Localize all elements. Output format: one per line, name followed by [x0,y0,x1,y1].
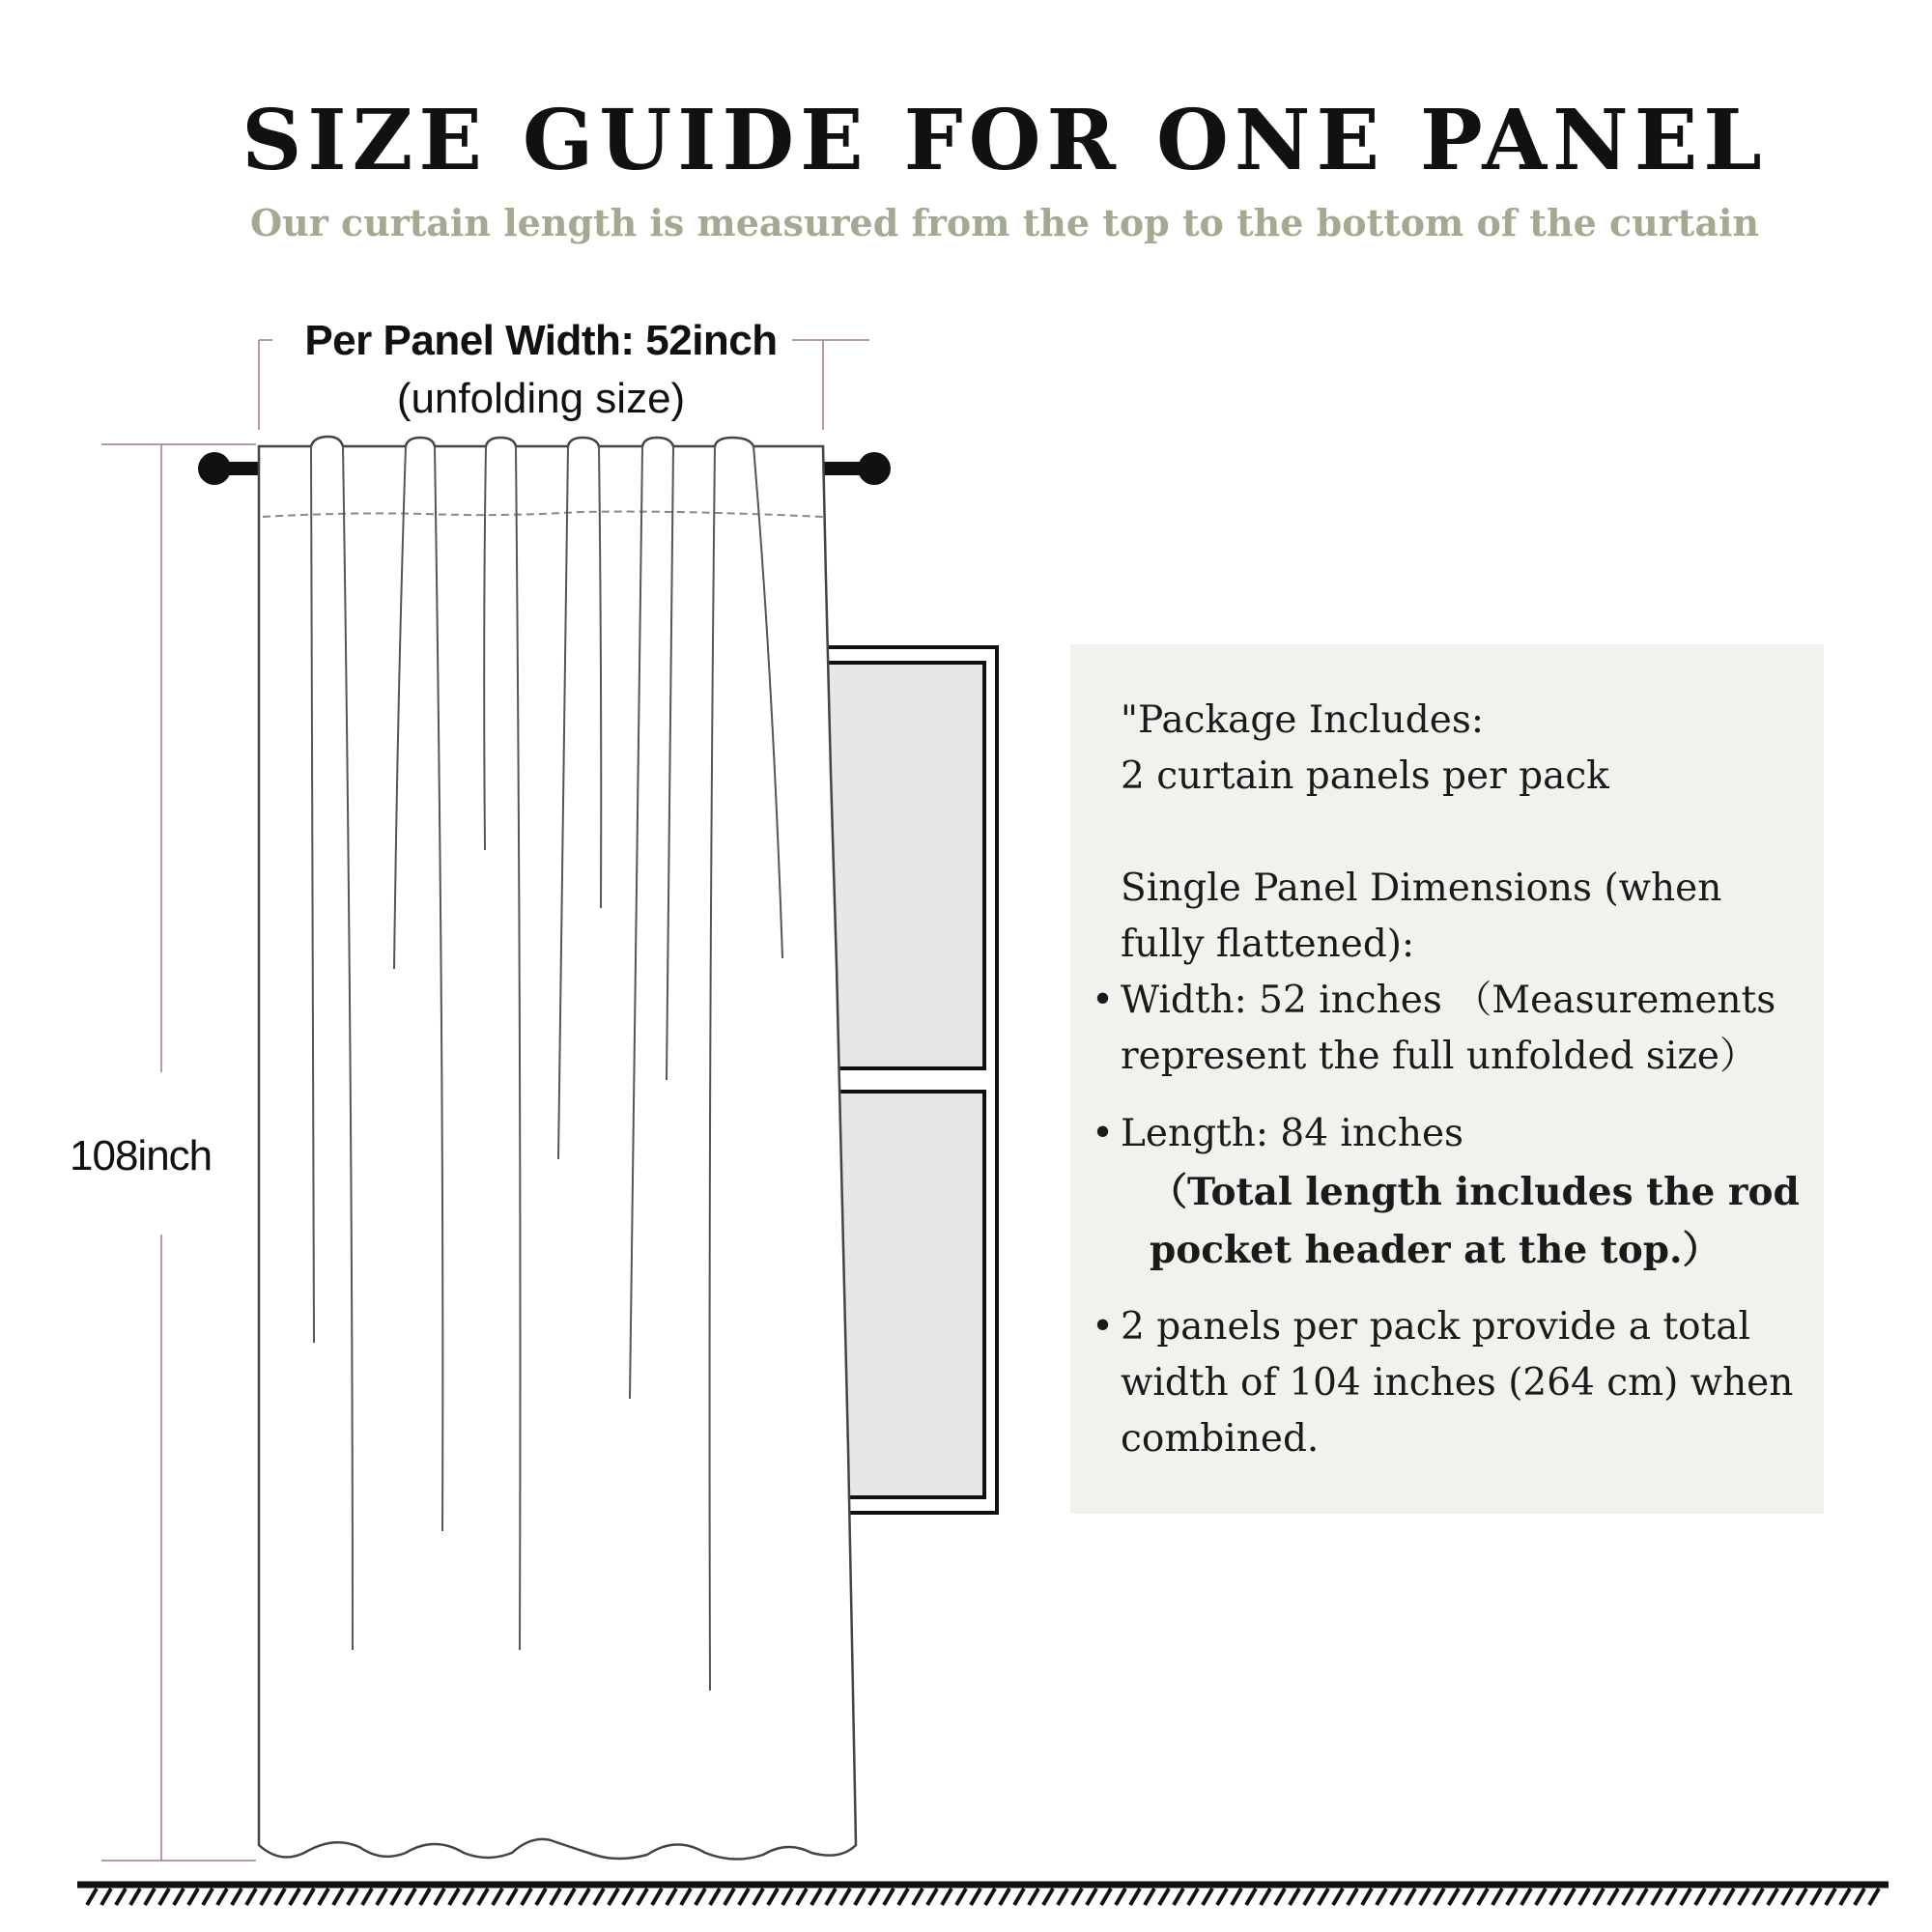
floor-hatch-mark [652,1889,662,1905]
floor-hatch-mark [159,1889,169,1905]
curtain-panel [259,437,856,1860]
floor-hatch-mark [1145,1889,1154,1905]
floor-hatch-mark [1435,1889,1444,1905]
floor-hatch-mark [1840,1889,1850,1905]
floor-hatch-mark [188,1889,198,1905]
floor-hatch-mark [1275,1889,1285,1905]
floor-hatch-mark [1362,1889,1372,1905]
floor-hatch-mark [898,1889,908,1905]
package-line: 2 curtain panels per pack [1121,754,1609,798]
floor-hatch-mark [1000,1889,1009,1905]
floor-hatch-mark [826,1889,836,1905]
floor-hatch-mark [551,1889,560,1905]
floor-hatch-mark [1290,1889,1299,1905]
floor-hatch-mark [1550,1889,1560,1905]
floor-hatch-mark [1304,1889,1314,1905]
bullet-dot: • [1092,1305,1115,1349]
floor-hatch-mark [985,1889,995,1905]
floor-hatch-mark [1014,1889,1024,1905]
floor-hatch-mark [1348,1889,1357,1905]
floor-hatch-mark [145,1889,155,1905]
floor-hatch-mark [420,1889,430,1905]
floor-hatch-mark [869,1889,879,1905]
width-label: Per Panel Width: 52inch [304,317,778,364]
floor-hatch-mark [1826,1889,1835,1905]
dimensions-heading-cont: fully flattened): [1121,923,1415,966]
floor-hatch-mark [1087,1889,1096,1905]
floor-hatch-mark [507,1889,517,1905]
bullet-total [1092,1299,1816,1467]
floor-hatch-mark [1507,1889,1517,1905]
floor-hatch-mark [203,1889,213,1905]
floor-hatch-mark [667,1889,676,1905]
floor-hatch-mark [1478,1889,1488,1905]
bullet-length-line1: Length: 84 inches [1121,1112,1464,1155]
floor-hatch-mark [609,1889,618,1905]
bullet-width [1092,973,1816,1085]
floor-hatch-mark [1739,1889,1748,1905]
floor-hatch-mark [1768,1889,1777,1905]
dimensions-heading: Single Panel Dimensions (when [1121,867,1722,910]
floor-hatch-mark [1855,1889,1864,1905]
floor-hatch-mark [1608,1889,1618,1905]
floor-hatch-mark [391,1889,401,1905]
floor-hatch-mark [855,1889,865,1905]
floor-hatch-mark [782,1889,792,1905]
floor-hatch-mark [1420,1889,1430,1905]
floor-hatch-mark [1565,1889,1575,1905]
floor-hatch-mark [1319,1889,1328,1905]
floor-hatch-mark [1521,1889,1531,1905]
floor-hatch-mark [435,1889,444,1905]
floor-line [77,1885,1889,1905]
floor-hatch-mark [1710,1889,1719,1905]
floor-hatch-mark [768,1889,778,1905]
floor-hatch-mark [1536,1889,1546,1905]
floor-hatch-mark [884,1889,894,1905]
floor-hatch-mark [942,1889,952,1905]
floor-hatch-mark [956,1889,966,1905]
floor-hatch-mark [811,1889,821,1905]
floor-hatch-mark [1753,1889,1763,1905]
floor-hatch-mark [1217,1889,1227,1905]
floor-hatch-mark [174,1889,184,1905]
floor-hatch-mark [261,1889,270,1905]
floor-hatch-mark [739,1889,749,1905]
floor-hatch-mark [101,1889,111,1905]
floor-hatch-mark [913,1889,923,1905]
floor-hatch-mark [1681,1889,1690,1905]
floor-hatch-mark [1377,1889,1386,1905]
package-heading: "Package Includes: [1121,698,1485,742]
floor-hatch-mark [1406,1889,1415,1905]
floor-hatch-mark [1391,1889,1401,1905]
floor-hatch-mark [1159,1889,1169,1905]
bullet-length-note1: （Total length includes the rod [1150,1170,1800,1214]
floor-hatch-mark [1652,1889,1662,1905]
floor-hatch-mark [1594,1889,1604,1905]
page-subtitle: Our curtain length is measured from the top to the bottom of the curtain [249,201,1760,244]
floor-hatch-mark [681,1889,691,1905]
floor-hatch-mark [304,1889,314,1905]
floor-hatch-mark [217,1889,227,1905]
floor-hatch-mark [724,1889,734,1905]
floor-hatch-mark [840,1889,850,1905]
floor-hatch-mark [1782,1889,1792,1905]
bullet-total-line1: 2 panels per pack provide a total [1121,1305,1750,1349]
floor-hatch-mark [1666,1889,1676,1905]
floor-hatch-mark [464,1889,473,1905]
bullet-total-line2: width of 104 inches (264 cm) when [1121,1361,1794,1405]
floor-hatch-mark [87,1889,97,1905]
info-text [1092,693,1816,1467]
floor-hatch-mark [565,1889,575,1905]
floor-hatch-mark [130,1889,140,1905]
floor-hatch-mark [319,1889,328,1905]
floor-hatch-mark [1579,1889,1589,1905]
floor-hatch-mark [1101,1889,1111,1905]
floor-hatch-mark [522,1889,531,1905]
floor-hatch-mark [1463,1889,1473,1905]
bullet-width-line2: represent the full unfolded size） [1121,1035,1758,1078]
bullet-length [1092,1106,1816,1278]
floor-hatch-mark [1116,1889,1125,1905]
floor-hatch-mark [710,1889,720,1905]
floor-hatch-mark [536,1889,546,1905]
floor-hatch-mark [290,1889,299,1905]
floor-hatch-mark [1811,1889,1821,1905]
floor-hatch-mark [1058,1889,1067,1905]
floor-hatch-mark [797,1889,807,1905]
floor-hatch-mark [246,1889,256,1905]
width-note: (unfolding size) [396,375,686,422]
floor-hatch-mark [1724,1889,1734,1905]
floor-hatch-mark [1188,1889,1198,1905]
bullet-length-note2: pocket header at the top.） [1150,1228,1720,1272]
floor-hatch-mark [1695,1889,1705,1905]
bullet-total-line3: combined. [1121,1417,1320,1461]
info-box [1070,644,1824,1514]
floor-hatch-mark [1072,1889,1082,1905]
floor-hatch-mark [638,1889,647,1905]
floor-hatch-mark [377,1889,386,1905]
floor-hatch-mark [1869,1889,1879,1905]
floor-hatch-mark [1623,1889,1633,1905]
page-title: SIZE GUIDE FOR ONE PANEL [242,92,1768,189]
floor-hatch-mark [1637,1889,1647,1905]
floor-hatch-mark [1130,1889,1140,1905]
floor-hatch-mark [116,1889,126,1905]
floor-hatch-mark [232,1889,242,1905]
floor-hatch-mark [1261,1889,1270,1905]
floor-hatch-mark [478,1889,488,1905]
floor-hatch-mark [348,1889,357,1905]
floor-hatch-mark [275,1889,285,1905]
floor-hatch-mark [406,1889,415,1905]
floor-hatch-mark [927,1889,937,1905]
floor-hatch-mark [1232,1889,1241,1905]
bullet-width-line1: Width: 52 inches （Measurements [1121,979,1776,1022]
floor-hatch-mark [449,1889,459,1905]
floor-hatch-mark [493,1889,502,1905]
floor-hatch-mark [753,1889,763,1905]
floor-hatch-mark [594,1889,604,1905]
floor-hatch-mark [1333,1889,1343,1905]
floor-hatch-mark [362,1889,372,1905]
floor-hatch-mark [333,1889,343,1905]
floor-hatch-mark [623,1889,633,1905]
height-label: 108inch [70,1132,213,1179]
floor-hatch-mark [580,1889,589,1905]
floor-hatch-mark [1449,1889,1459,1905]
floor-hatch-mark [1797,1889,1806,1905]
floor-hatch-mark [696,1889,705,1905]
floor-hatch-mark [1246,1889,1256,1905]
floor-hatch-mark [1492,1889,1502,1905]
floor-hatch-mark [1174,1889,1183,1905]
floor-hatch-mark [971,1889,980,1905]
floor-hatch-mark [1029,1889,1038,1905]
floor-hatch-mark [1043,1889,1053,1905]
bullet-dot: • [1092,1112,1115,1155]
bullet-dot: • [1092,979,1115,1022]
floor-hatch-mark [1203,1889,1212,1905]
